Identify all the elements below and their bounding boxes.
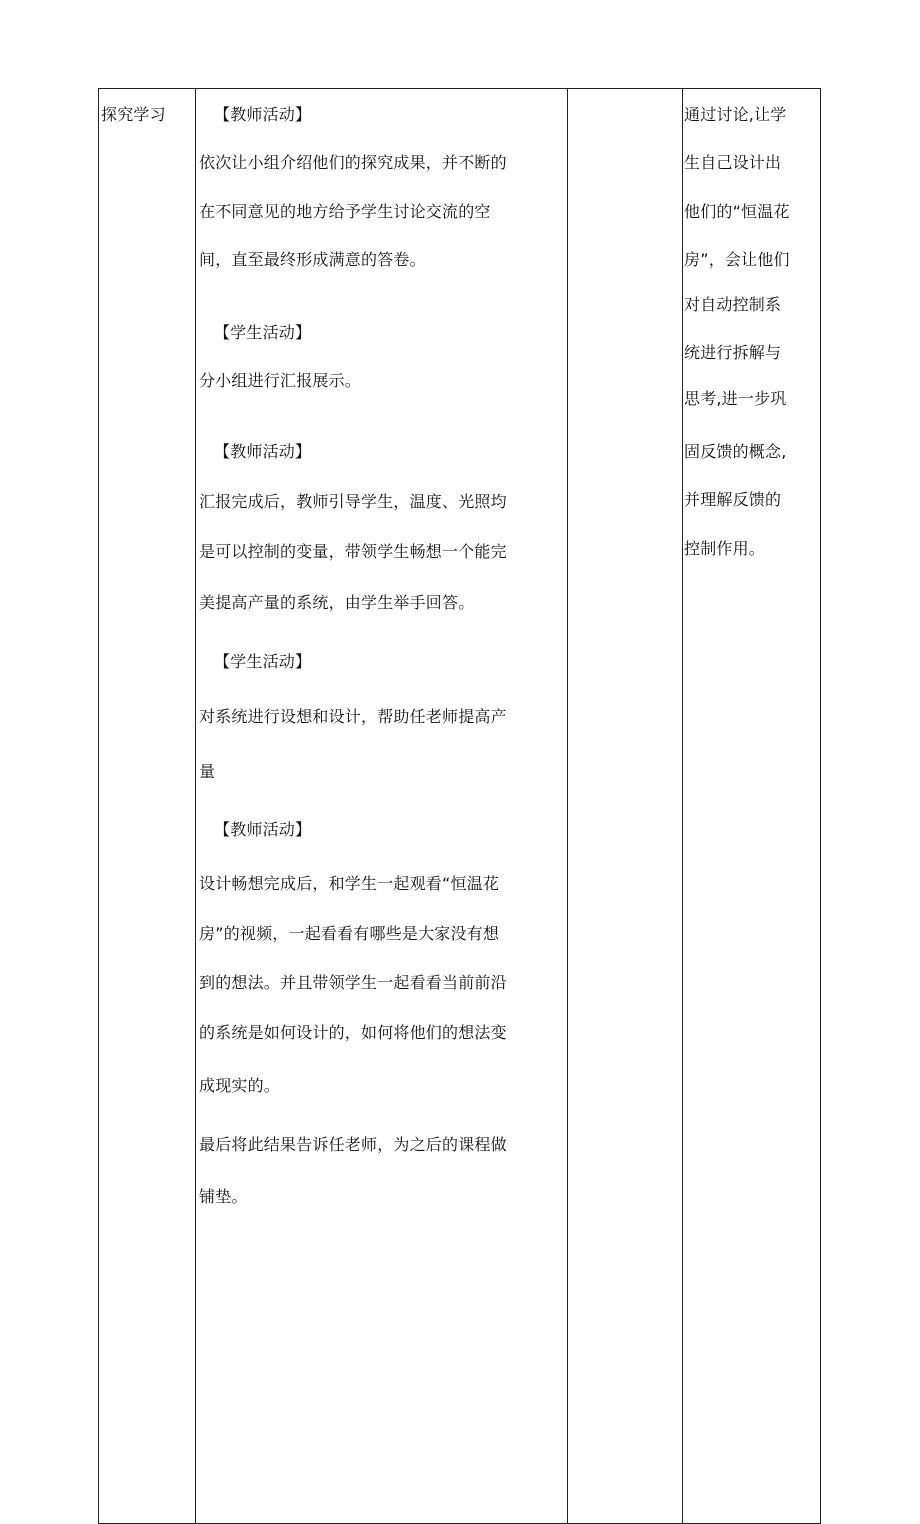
- content-line: 间，直至最终形成满意的答卷。: [199, 250, 426, 269]
- section-heading-teacher: 【教师活动】: [214, 442, 312, 461]
- content-line: 是可以控制的变量，带领学生畅想一个能完: [199, 542, 507, 561]
- section-heading-teacher: 【教师活动】: [214, 820, 312, 839]
- intent-line: 通过讨论,让学: [684, 105, 787, 124]
- content-line: 到的想法。并且带领学生一起看看当前前沿: [199, 973, 507, 992]
- content-line: 成现实的。: [199, 1076, 281, 1095]
- intent-line: 房”，会让他们: [684, 250, 790, 269]
- intent-line: 生自己设计出: [684, 153, 782, 172]
- content-line: 在不同意见的地方给予学生讨论交流的空: [199, 202, 491, 221]
- content-line: 分小组进行汇报展示。: [199, 371, 362, 390]
- column-divider-2: [567, 89, 568, 1523]
- content-line: 最后将此结果告诉任老师，为之后的课程做: [199, 1135, 507, 1154]
- column-divider-1: [195, 89, 196, 1523]
- content-line: 依次让小组介绍他们的探究成果，并不断的: [199, 153, 507, 172]
- content-line: 量: [199, 762, 216, 781]
- content-line: 的系统是如何设计的，如何将他们的想法变: [199, 1023, 507, 1042]
- intent-line: 固反馈的概念,: [684, 442, 787, 461]
- content-line: 对系统进行设想和设计，帮助任老师提高产: [199, 707, 507, 726]
- section-heading-student: 【学生活动】: [214, 323, 312, 342]
- content-line: 铺垫。: [199, 1187, 248, 1206]
- content-line: 美提高产量的系统，由学生举手回答。: [199, 593, 475, 612]
- column-divider-3: [682, 89, 683, 1523]
- intent-line: 控制作用。: [684, 539, 766, 558]
- row-label: 探究学习: [101, 105, 166, 124]
- section-heading-student: 【学生活动】: [214, 652, 312, 671]
- content-line: 设计畅想完成后，和学生一起观看“恒温花: [199, 874, 500, 893]
- intent-line: 他们的“恒温花: [684, 202, 790, 221]
- section-heading-teacher: 【教师活动】: [214, 105, 312, 124]
- intent-line: 思考,进一步巩: [684, 389, 787, 408]
- intent-line: 对自动控制系: [684, 295, 782, 314]
- intent-line: 并理解反馈的: [684, 490, 782, 509]
- intent-line: 统进行拆解与: [684, 343, 782, 362]
- lesson-plan-table: [98, 88, 821, 1524]
- content-line: 汇报完成后，教师引导学生，温度、光照均: [199, 492, 507, 511]
- content-line: 房”的视频，一起看看有哪些是大家没有想: [199, 924, 500, 943]
